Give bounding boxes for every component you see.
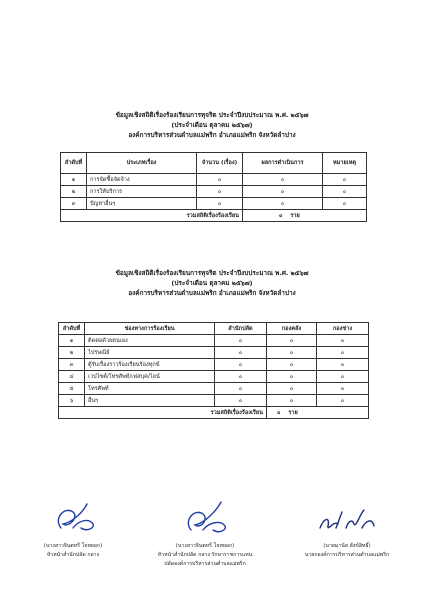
total-unit: ราย [288,409,298,416]
cell-channel: อื่นๆ [85,395,215,407]
cell-order: ๔ [59,371,85,383]
handwritten-signature [175,498,235,542]
total-value: ๐ [277,409,281,416]
col-header-engineering: กองช่าง [317,323,369,335]
signer-3-position: นายกองค์การบริหารส่วนตำบลแม่พริก [304,552,390,558]
table-row [59,395,369,407]
cell-engineering: ๐ [317,383,369,395]
col-header-order: ลำดับที่ [59,323,85,335]
col-header-type: ประเภทเรื่อง [87,153,197,174]
table-row [61,186,367,198]
complaint-channel-table [58,322,369,419]
cell-order: ๖ [59,395,85,407]
cell-note: ๐ [323,174,367,186]
cell-channel: เวปไซต์/โทรศัพท์/เฟสบุค/ไลน์ [85,371,215,383]
cell-engineering: ๐ [317,335,369,347]
cell-note: ๐ [323,186,367,198]
cell-order: ๑ [61,174,87,186]
cell-result: ๐ [243,174,323,186]
col-header-note: หมายเหตุ [323,153,367,174]
cell-engineering: ๐ [317,347,369,359]
signer-2-position-line-2: ปลัดองค์การบริหารส่วนตำบลแม่พริก [164,561,246,567]
cell-finance: ๐ [267,347,317,359]
total-value-cell [267,407,369,419]
cell-office: ๐ [215,395,267,407]
cell-engineering: ๐ [317,371,369,383]
handwritten-signature [43,498,103,542]
table-row [61,198,367,210]
table-total-row [59,407,369,419]
cell-result: ๐ [243,198,323,210]
cell-finance: ๐ [267,335,317,347]
cell-office: ๐ [215,383,267,395]
cell-office: ๐ [215,347,267,359]
cell-finance: ๐ [267,371,317,383]
table-row [59,359,369,371]
table-row [59,335,369,347]
table1-heading-line-1: ข้อมูลเชิงสถิติเรื่องร้องเรียนการทุจริต ประจำปีงบประมาณ พ.ศ. ๒๕๖๗ [115,111,309,119]
col-header-channel: ช่องทางการร้องเรียน [85,323,215,335]
cell-office: ๐ [215,371,267,383]
cell-office: ๐ [215,335,267,347]
col-header-result: ผลการดำเนินการ [243,153,323,174]
table-row [59,347,369,359]
table2-heading-line-2: (ประจำเดือน ตุลาคม ๒๕๖๗) [171,279,253,287]
cell-count: ๐ [197,174,243,186]
total-value: ๐ [279,212,283,219]
cell-order: ๓ [61,198,87,210]
signature-block-3 [282,498,412,560]
cell-count: ๐ [197,198,243,210]
signer-2-position-line-1: หัวหน้าสำนักปลัด กลาง รักษาราชการแทน [157,552,253,558]
cell-channel: ตู้รับเรื่องราวร้องเรียนร้องทุกข์ [85,359,215,371]
cell-engineering: ๐ [317,359,369,371]
table1-heading-line-2: (ประจำเดือน ตุลาคม ๒๕๖๗) [171,121,253,129]
table-row [59,371,369,383]
cell-office: ๐ [215,359,267,371]
signer-1-name: (นางสาวจินตหรี โจทยอก) [43,543,103,549]
col-header-order: ลำดับที่ [61,153,87,174]
table-header-row [59,323,369,335]
cell-result: ๐ [243,186,323,198]
table2-heading [60,268,364,298]
signer-2-name: (นางสาวจินตหรี โจทยอก) [175,543,235,549]
cell-order: ๕ [59,383,85,395]
cell-order: ๑ [59,335,85,347]
cell-count: ๐ [197,186,243,198]
signature-block-2 [140,498,270,569]
cell-finance: ๐ [267,359,317,371]
cell-order: ๓ [59,359,85,371]
table2-heading-line-3: องค์การบริหารส่วนตำบลแม่พริก อำเภอแม่พริก จังหวัดลำปาง [128,289,296,297]
cell-engineering: ๐ [317,395,369,407]
table-row [61,174,367,186]
cell-order: ๒ [59,347,85,359]
total-unit: ราย [290,212,300,219]
table-total-row [61,210,367,222]
signer-3-name: (นายมานัส สังข์สิทธิ์) [323,543,371,549]
cell-type: ปัญหาอื่นๆ [87,198,197,210]
total-label: รวมสถิติเรื่องร้องเรียน [61,210,243,222]
col-header-count: จำนวน (เรื่อง) [197,153,243,174]
table-header-row [61,153,367,174]
total-label: รวมสถิติเรื่องร้องเรียน [59,407,267,419]
cell-channel: ไปรษณีย์ [85,347,215,359]
table2-heading-line-1: ข้อมูลเชิงสถิติเรื่องร้องเรียนการทุจริต ประจำปีงบประมาณ พ.ศ. ๒๕๖๗ [115,269,309,277]
cell-channel: โทรศัพท์ [85,383,215,395]
signature-block-1 [8,498,138,560]
cell-channel: ติดต่อด้วยตนเอง [85,335,215,347]
cell-type: การจัดซื้อจัดจ้าง [87,174,197,186]
complaint-type-table [60,152,367,222]
cell-finance: ๐ [267,383,317,395]
handwritten-signature [312,498,382,542]
cell-note: ๐ [323,198,367,210]
col-header-finance: กองคลัง [267,323,317,335]
signer-1-position: หัวหน้าสำนักปลัด กลาง [46,552,100,558]
cell-finance: ๐ [267,395,317,407]
table1-heading [60,110,364,140]
cell-type: การให้บริการ [87,186,197,198]
cell-order: ๒ [61,186,87,198]
col-header-office: สำนักปลัด [215,323,267,335]
table1-heading-line-3: องค์การบริหารส่วนตำบลแม่พริก อำเภอแม่พริก จังหวัดลำปาง [128,131,296,139]
table-row [59,383,369,395]
total-value-cell [243,210,367,222]
